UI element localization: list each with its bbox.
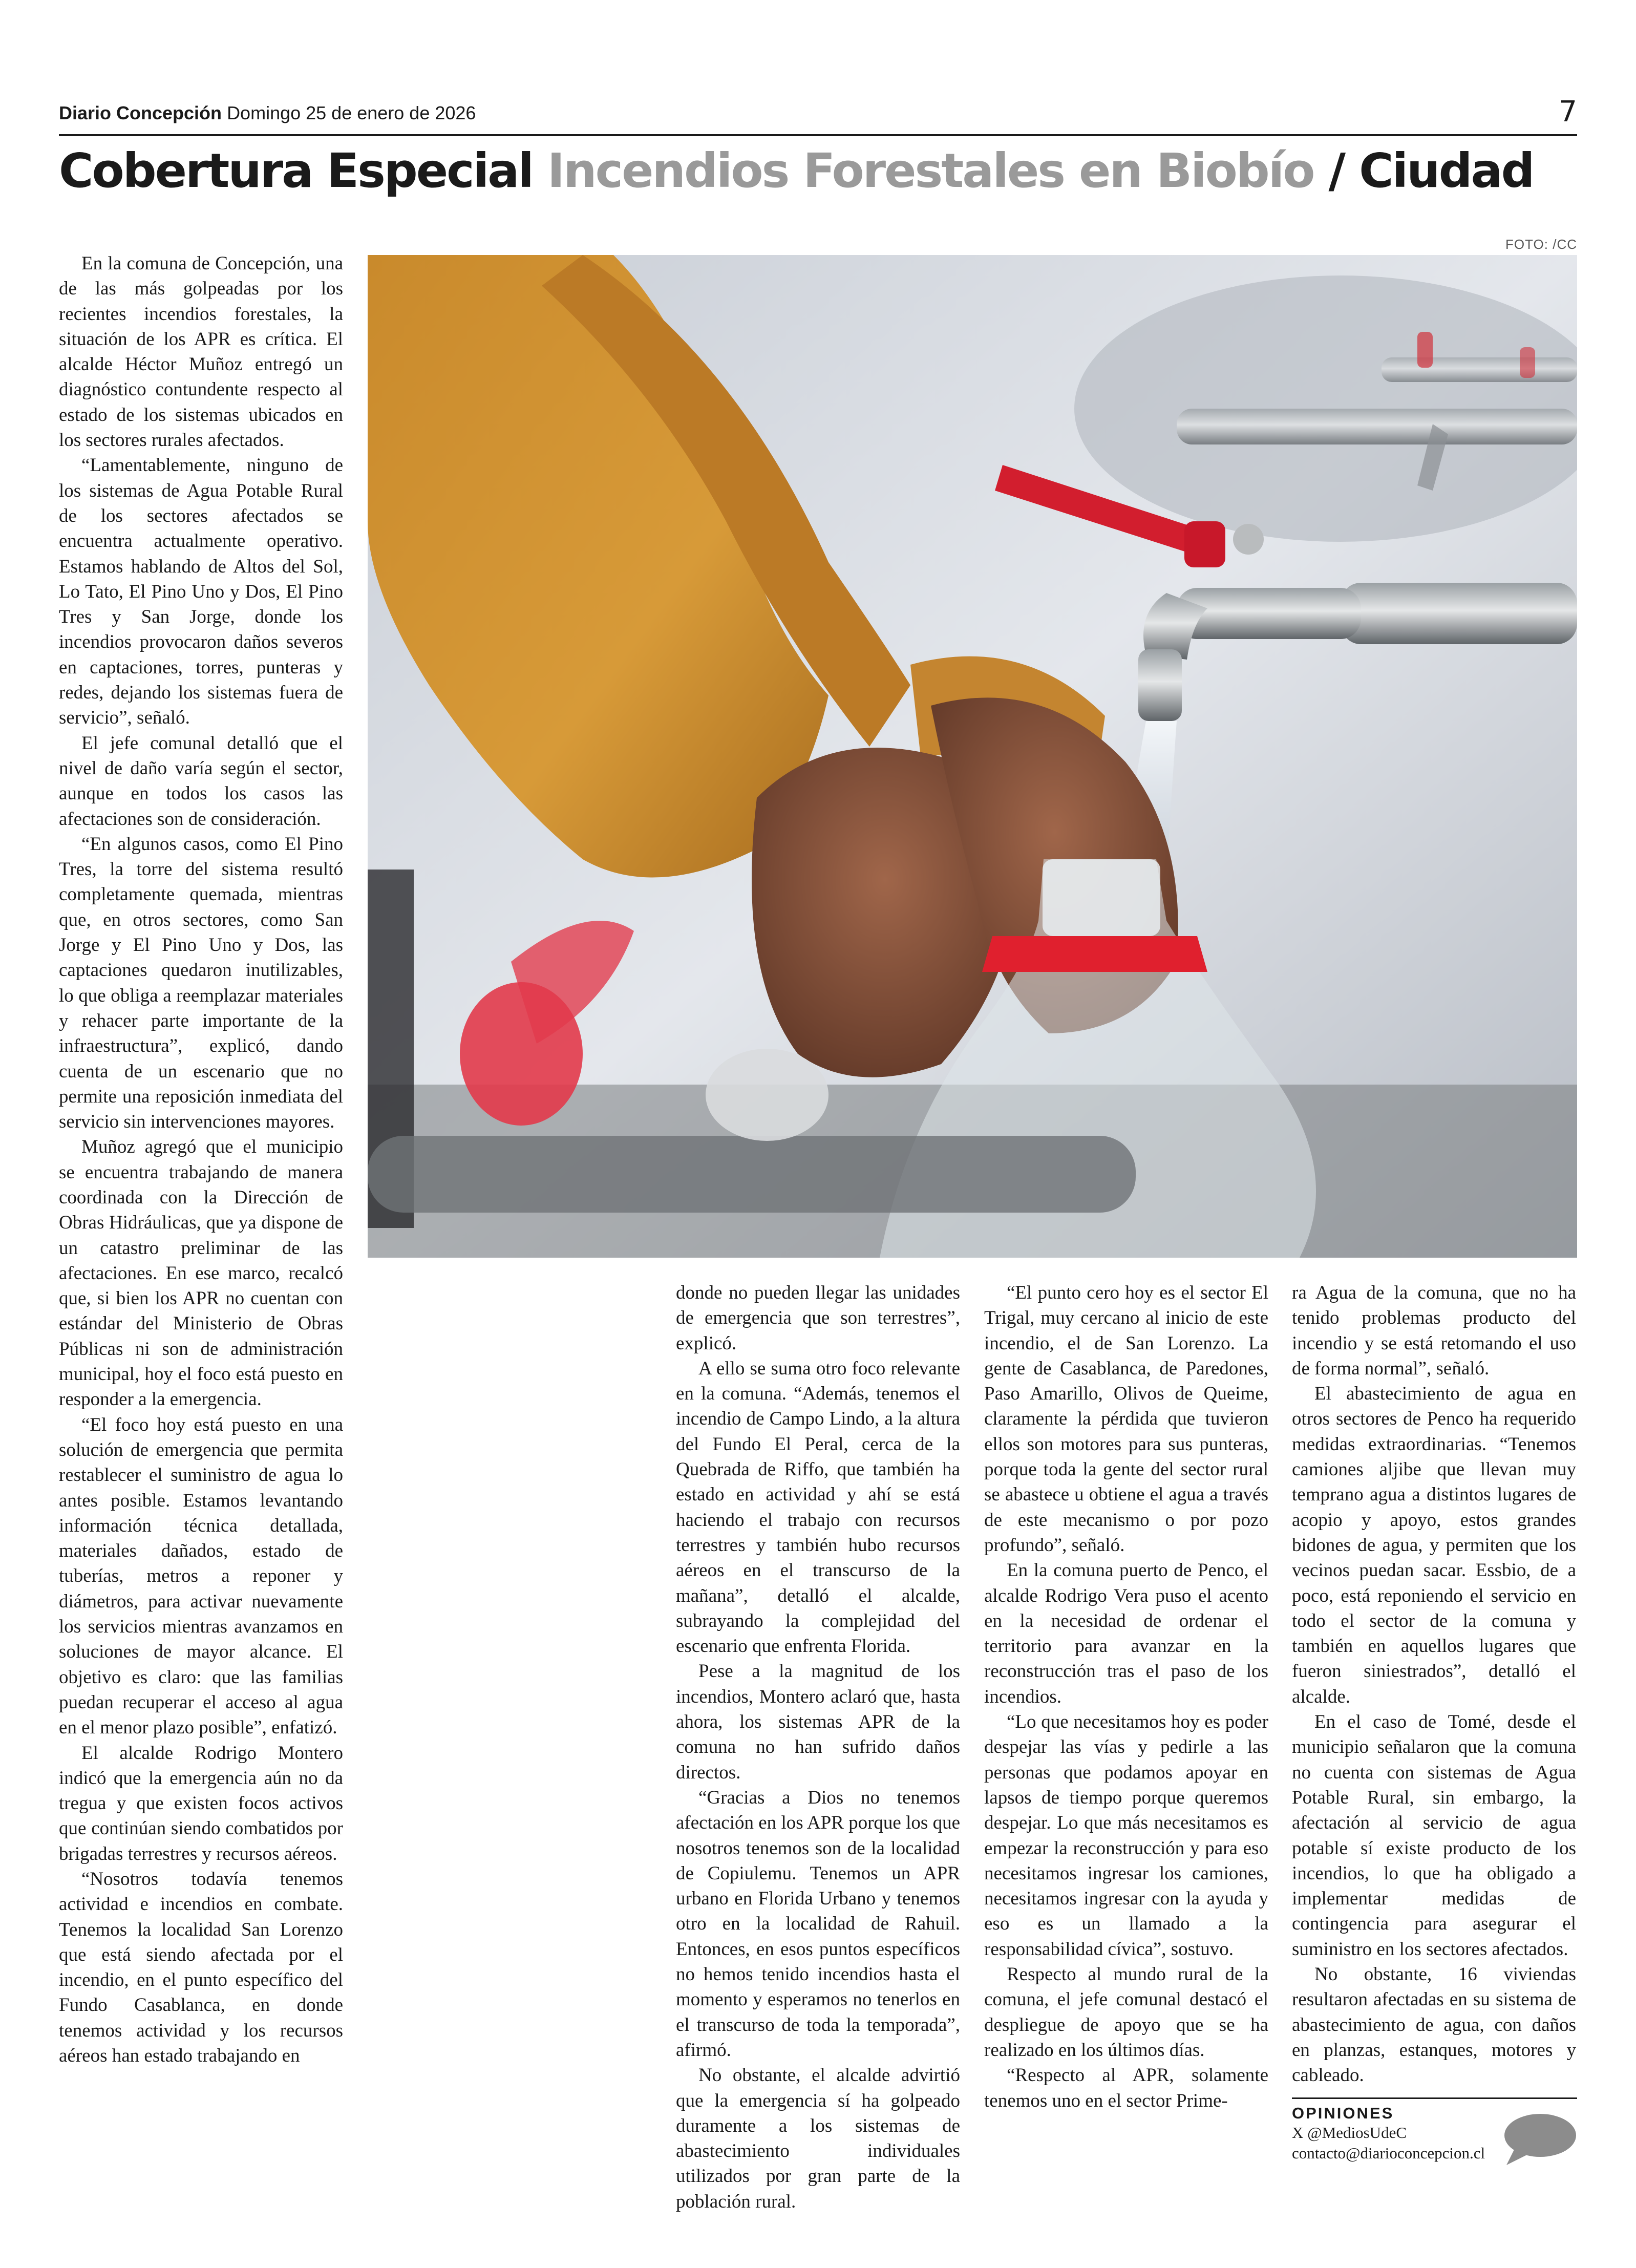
header-rule xyxy=(59,134,1577,136)
paragraph: “El foco hoy está puesto en una solución de emergencia que permita restablecer el suministro de agua lo antes posible. Estamos levantando información técnica detallada, materiales dañados, estado de tuberías, metros a reponer y diámetros, para activar nuevamente los servicios mientras avanzamos en soluciones de mayor alcance. El objetivo es claro: que las familias puedan recuperar el acceso al agua en el menor plazo posible”, enfatizó. xyxy=(59,1414,343,1739)
paragraph: “Lamentablemente, ninguno de los sistemas de Agua Potable Rural de los sectores afectados se encuentra actualmente operativo. Estamos hablando de Altos del Sol, Lo Tato, El Pino Uno y Dos, El Pino Tres y San Jorge, donde los incendios provocaron daños severos en captaciones, torres, punteras y redes, dejando los sistemas fuera de servicio”, señaló. xyxy=(59,455,343,729)
publication-date: Domingo 25 de enero de 2026 xyxy=(227,102,476,123)
paragraph: “Lo que necesitamos hoy es poder despejar las vías y pedirle a las personas que podamos apoyar en lapsos de tiempo porque queremos despejar. Lo que más necesitamos es empezar la reconstrucción y para eso necesitamos ingresar los camiones, necesitamos ingresar con la ayuda y eso es un llamado a la responsabilidad cívica”, sostuvo. xyxy=(984,1711,1268,1960)
opinions-title: OPINIONES xyxy=(1292,2104,1394,2122)
paragraph: Pese a la magnitud de los incendios, Montero aclaró que, hasta ahora, los sistemas APR de la comuna no han sufrido daños directos. xyxy=(676,1661,960,1783)
headline-section: Cobertura Especial xyxy=(59,143,533,198)
paragraph: No obstante, 16 viviendas resultaron afectadas en su sistema de abastecimiento de agua, con daños en planzas, estanques, motores y cableado. xyxy=(1292,1964,1576,2086)
paragraph: En la comuna puerto de Penco, el alcalde Rodrigo Vera puso el acento en la necesidad de ordenar el territorio para avanzar en la reconstrucción tras el paso de los incendios. xyxy=(984,1560,1268,1707)
main-photo xyxy=(368,255,1577,1258)
paragraph: “En algunos casos, como El Pino Tres, la torre del sistema resultó completamente quemada, mientras que, en otros sectores, como San Jorge y El Pino Uno y Dos, las captaciones quedaron inutilizables, lo que obliga a reemplazar materiales y rehacer parte importante de la infraestructura”, explicó, dando cuenta de un escenario que no permite una reposición inmediata del servicio sin intervenciones mayores. xyxy=(59,833,343,1133)
publication-name: Diario Concepción xyxy=(59,102,222,123)
headline-subsection: Ciudad xyxy=(1359,143,1534,198)
paragraph: Muñoz agregó que el municipio se encuentra trabajando de manera coordinada con la Dirección de Obras Hidráulicas, que ya dispone de un catastro preliminar de las afectaciones. En ese marco, recalcó que, si bien los APR no cuentan con estándar del Ministerio de Obras Públicas ni son de administración municipal, hoy el foco está puesto en responder a la emergencia. xyxy=(59,1136,343,1410)
photo-credit: FOTO: /CC xyxy=(1505,237,1577,252)
opinions-rule xyxy=(1292,2097,1577,2099)
article-column-1 xyxy=(59,251,343,2068)
opinions-box xyxy=(1292,2097,1577,2164)
opinions-email[interactable]: contacto@diarioconcepcion.cl xyxy=(1292,2144,1485,2162)
paragraph: El alcalde Rodrigo Montero indicó que la emergencia aún no da tregua y que existen focos activos que continúan siendo combatidos por brigadas terrestres y recursos aéreos. xyxy=(59,1742,343,1864)
paragraph: El jefe comunal detalló que el nivel de daño varía según el sector, aunque en todos los casos las afectaciones son de consideración. xyxy=(59,732,343,830)
headline-topic: Incendios Forestales en Biobío xyxy=(547,143,1314,198)
paragraph: En la comuna de Concepción, una de las más golpeadas por los recientes incendios forestales, la situación de los APR es crítica. El alcalde Héctor Muñoz entregó un diagnóstico contundente respecto al estado de los sistemas ubicados en los sectores rurales afectados. xyxy=(59,253,343,451)
paragraph: “Nosotros todavía tenemos actividad e incendios en combate. Tenemos la localidad San Lorenzo que está siendo afectada por el incendio, en el punto específico del Fundo Casablanca, en donde tenemos actividad y los recursos aéreos han estado trabajando en xyxy=(59,1869,343,2067)
photo-hands-filling-bottle-at-tap-icon xyxy=(368,255,1577,1258)
speech-bubble-icon xyxy=(1500,2112,1577,2168)
paragraph: El abastecimiento de agua en otros sectores de Penco ha requerido medidas extraordinarias. “Tenemos camiones aljibe que llevan muy temprano agua a distintos lugares de acopio y apoyo, estos grandes bidones de agua, y permiten que los vecinos puedan sacar. Essbio, de a poco, está reponiendo el servicio en todo el sector de la comuna y también en aquellos lugares que fueron siniestrados”, detalló el alcalde. xyxy=(1292,1383,1576,1707)
article-column-2 xyxy=(676,1280,960,2214)
article-column-3 xyxy=(984,1280,1268,2113)
paragraph: A ello se suma otro foco relevante en la comuna. “Además, tenemos el incendio de Campo Lindo, a la altura del Fundo El Peral, cerca de la Quebrada de Riffo, que también ha estado en actividad y ahí se está haciendo el trabajo con recursos terrestres y también hubo recursos aéreos en el transcurso de la mañana”, detalló el alcalde, subrayando la complejidad del escenario que enfrenta Florida. xyxy=(676,1358,960,1657)
paragraph: Respecto al mundo rural de la comuna, el jefe comunal destacó el despliegue de apoyo que se ha realizado en los últimos días. xyxy=(984,1964,1268,2061)
headline-separator: / xyxy=(1328,143,1345,198)
article-column-4 xyxy=(1292,1280,1576,2088)
opinions-social-handle[interactable]: X @MediosUdeC xyxy=(1292,2124,1407,2142)
paragraph: No obstante, el alcalde advirtió que la emergencia sí ha golpeado duramente a los sistemas de abastecimiento individuales utilizados por gran parte de la población rural. xyxy=(676,2065,960,2212)
paragraph: En el caso de Tomé, desde el municipio señalaron que la comuna no cuenta con sistemas de Agua Potable Rural, sin embargo, la afectación al servicio de agua potable sí existe producto de los incendios, lo que ha obligado a implementar medidas de contingencia para asegurar el suministro en los sectores afectados. xyxy=(1292,1711,1576,1960)
section-headline xyxy=(59,143,1533,198)
page-header xyxy=(59,95,1577,132)
paragraph: “Respecto al APR, solamente tenemos uno en el sector Prime- xyxy=(984,2065,1268,2111)
page-number: 7 xyxy=(1559,95,1577,129)
paragraph: “Gracias a Dios no tenemos afectación en los APR porque los que nosotros tenemos son de la localidad de Copiulemu. Tenemos un APR urbano en Florida Urbano y tenemos otro en la localidad de Rahuil. Entonces, en esos puntos específicos no hemos tenido incendios hasta el momento y esperamos no tenerlos en el transcurso de toda la temporada”, afirmó. xyxy=(676,1787,960,2061)
paragraph: ra Agua de la comuna, que no ha tenido problemas producto del incendio y se está retomando el uso de forma normal”, señaló. xyxy=(1292,1282,1576,1379)
paragraph: “El punto cero hoy es el sector El Trigal, muy cercano al inicio de este incendio, el de San Lorenzo. La gente de Casablanca, de Paredones, Paso Amarillo, Olivos de Queime, claramente la pérdida que tuvieron ellos son motores para sus punteras, porque toda la gente del sector rural se abastece u obtiene el agua a través de este mecanismo o por pozo profundo”, señaló. xyxy=(984,1282,1268,1556)
paragraph: donde no pueden llegar las unidades de emergencia que son terrestres”, explicó. xyxy=(676,1282,960,1354)
